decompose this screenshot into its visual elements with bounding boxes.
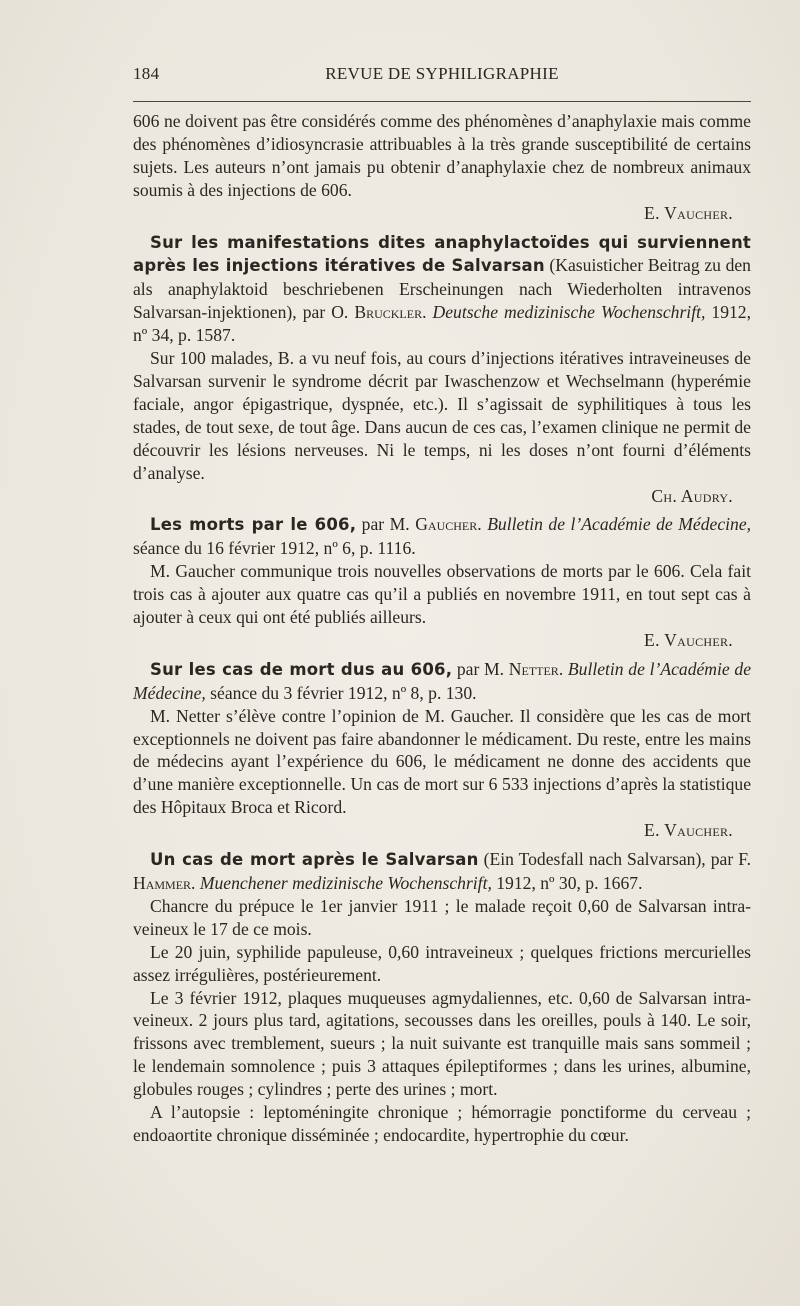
- citation-details: 1912, nº 34, p. 1587.: [133, 302, 751, 346]
- ref-separator: .: [191, 873, 200, 893]
- journal-name: Bulletin de l’Académie de Médecine,: [133, 658, 752, 703]
- journal-name: Deutsche medizinische Wochenschrift,: [432, 302, 706, 323]
- article-heading: [133, 658, 751, 705]
- ref-separator: .: [422, 302, 433, 323]
- article-body: M. Netter s’élève contre l’opinion de M. Gaucher. Il considère que les cas de mort exceptionnels ne doivent pas faire abandonner le médicament. Du reste, entre les mains de médecins ayant l’expérience du 606, le médicament ne donne des accidents que d’une manière exceptionnelle. Un cas de mort sur 6 533 injections d’après la statistique des Hôpitaux Broca et Ricord.: [133, 705, 751, 818]
- article-paragraph: Le 20 juin, syphilide papuleuse, 0,60 intraveineux ; quelques frictions mercurielles assez irrégulières, postérieurement.: [133, 941, 751, 985]
- article-body: M. Gaucher communique trois nouvelles observations de morts par le 606. Cela fait trois cas à ajouter aux quatre cas qu’il a publiés en novembre 1911, en tout sept cas à ajouter à ceux qui ont été publiés ailleurs.: [133, 561, 751, 628]
- journal-title: REVUE DE SYPHILIGRAPHIE: [325, 64, 559, 83]
- citation-details: 1912, nº 30, p. 1667.: [491, 873, 643, 893]
- citation-details: séance du 3 février 1912, nº 8, p. 130.: [205, 682, 477, 703]
- running-header: [133, 64, 751, 90]
- article-title: Sur les manifestations dites anaphylactoïdes qui surviennent après les injections itératives de Salvarsan: [133, 232, 751, 276]
- page-body: [133, 110, 751, 1147]
- ref-separator: .: [477, 514, 488, 535]
- article-author: Netter: [508, 658, 559, 679]
- article-heading: [133, 231, 751, 348]
- article-body: Sur 100 malades, B. a vu neuf fois, au cours d’injections itératives intraveineuses de Salvarsan survenir le syndrome décrit par Iwaschenzow et Wechselmann (hyperémie faciale, angor épigastrique, dyspnée, etc.). Il s’agissait de syphilitiques à tous les stades, de tout sexe, de tout âge. Dans aucun de ces cas, l’examen clinique ne permit de découvrir les lésions nerveuses. Ni le temps, ni les doses n’ont fourni d’éléments d’analyse.: [133, 348, 751, 483]
- article-title: Les morts par le 606,: [150, 515, 357, 535]
- article-reference: par M.: [356, 514, 416, 535]
- signature: E. Vaucher.: [644, 820, 733, 841]
- article-reference: par M.: [452, 658, 509, 679]
- journal-name: Muenchener medizinische Wochenschrift,: [199, 873, 492, 893]
- continuation-paragraph: 606 ne doivent pas être considérés comme des phénomènes d’anaphylaxie mais comme des phénomènes d’idiosyncrasie attribuables à la très grande susceptibilité de certains sujets. Les auteurs n’ont jamais pu obtenir d’anaphylaxie chez de nombreux animaux soumis à des injections de 606.: [133, 111, 751, 200]
- ref-separator: .: [558, 658, 568, 679]
- citation-details: séance du 16 février 1912, nº 6, p. 1116.: [133, 538, 416, 559]
- article-title: Un cas de mort après le Salvarsan: [150, 850, 479, 870]
- signature: E. Vaucher.: [644, 629, 733, 650]
- article-author: Gaucher: [415, 514, 478, 535]
- page-number: 184: [133, 64, 160, 83]
- article-heading: [133, 848, 751, 895]
- article-author: Bruckler: [354, 302, 423, 323]
- signature: E. Vaucher.: [644, 202, 733, 223]
- article-reference: (Ein Todesfall nach Salvarsan), par F.: [478, 849, 751, 870]
- article-reference: (Kasuisticher Beitrag zu den als anaphylaktoid beschriebenen Erscheinungen nach Wiederholten intravenos Salvarsan-injektionen), par O.: [133, 255, 751, 323]
- article-paragraph: A l’autopsie : leptoméningite chronique ; hémorragie ponctiforme du cerveau ; endoaortite chronique disséminée ; endocardite, hypertrophie du cœur.: [133, 1102, 751, 1145]
- article-author: Hammer: [133, 873, 192, 893]
- header-rule: [133, 101, 751, 102]
- journal-name: Bulletin de l’Académie de Médecine,: [487, 514, 752, 535]
- article-title: Sur les cas de mort dus au 606,: [150, 659, 453, 679]
- signature: Ch. Audry.: [651, 485, 733, 506]
- article-paragraph: Le 3 février 1912, plaques muqueuses agmydaliennes, etc. 0,60 de Salvarsan intra-veineux. 2 jours plus tard, agitations, secousses dans les oreilles, pouls à 140. Le soir, frissons avec tremblement, sueurs ; la nuit suivante est tranquille mais sans sommeil ; le lendemain somnolence ; puis 3 attaques épileptiformes ; dans les urines, albumine, globules rouges ; cylindres ; perte des urines ; mort.: [133, 987, 751, 1100]
- article-paragraph: Chancre du prépuce le 1er janvier 1911 ; le malade reçoit 0,60 de Salvarsan intra-veineux le 17 de ce mois.: [133, 895, 751, 939]
- article-heading: [133, 513, 751, 560]
